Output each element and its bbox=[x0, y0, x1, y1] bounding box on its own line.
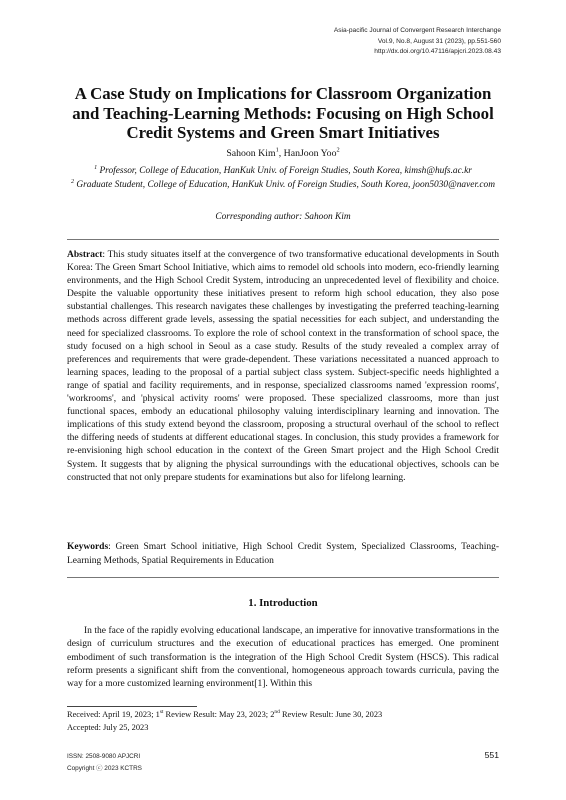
abstract-top-rule bbox=[67, 239, 499, 240]
affiliation-2 bbox=[60, 178, 506, 192]
author-separator: , bbox=[278, 148, 284, 159]
abstract-text: : This study situates itself at the convergence of two transformative educational developments in South Korea: The Green Smart School Initiative, which aims to remodel old schools into modern, eco-friendly learning environments, and the High School Credit System, introducing an unprecedented level of flexibility and choice. Despite the valuable opportunity these initiatives present to reform high school education, they also pose substantial challenges. This research navigates these challenges by investigating the preferred teaching-learning methods across different grade levels, assessing the spatial necessities for each subject, and understanding the need for specialized classrooms. To explore the role of school context in the transformation of school space, the study focused on a high school in Seoul as a case study. Results of the study revealed a complex array of preferences and requirements that were grade-dependent. These variations necessitated a nuanced approach to learning spaces, leading to the proposal of a partial subject class system. Subject-specific needs highlighted a range of spatial and facility requirements, and in response, specialized classrooms named 'expression rooms', 'workrooms', and 'physical activity rooms' were proposed. These specialized classrooms, more than just functional spaces, embody an educational philosophy valuing interdisciplinary learning and innovation. The implications of this study extend beyond the classroom, proposing a structural overhaul of the school to reflect the differing needs of students at different educational stages. In conclusion, this study provides a framework for re-envisioning high school education in the context of the Green Smart project and the High School Credit System. It suggests that by aligning the physical surroundings with the educational objectives, schools can be constructed that not only prepare students for examinations but also for lifelong learning. bbox=[67, 250, 499, 483]
title-line-1: A Case Study on Implications for Classroom Organization bbox=[74, 84, 492, 103]
author-2-name: HanJoon Yoo bbox=[283, 148, 337, 159]
journal-doi: http://dx.doi.org/10.47116/apjcri.2023.08.43 bbox=[374, 48, 501, 55]
affiliation-2-text: Graduate Student, College of Education, HanKuk Univ. of Foreign Studies, South Korea, joon5030@naver.com bbox=[74, 180, 496, 190]
issn-line: ISSN: 2508-9080 APJCRI bbox=[67, 753, 141, 760]
section-heading: 1. Introduction bbox=[248, 597, 318, 609]
page-number: 551 bbox=[484, 750, 499, 760]
author-1-name: Sahoon Kim bbox=[226, 148, 276, 159]
review-1-ordinal: st bbox=[159, 709, 164, 716]
abstract-label: Abstract bbox=[67, 250, 103, 260]
author-1-marker: 1 bbox=[275, 146, 279, 154]
journal-header bbox=[334, 26, 501, 58]
paper-title bbox=[60, 84, 506, 143]
review-2-text: Review Result: June 30, 2023 bbox=[279, 710, 383, 719]
title-line-2: and Teaching-Learning Methods: Focusing on High School bbox=[72, 103, 494, 123]
corresponding-author: Corresponding author: Sahoon Kim bbox=[215, 212, 351, 222]
author-list bbox=[60, 148, 506, 159]
abstract bbox=[67, 249, 499, 485]
journal-name: Asia-pacific Journal of Convergent Research Interchange bbox=[333, 27, 501, 34]
affiliation-1-marker: 1 bbox=[94, 164, 98, 171]
copyright-line: Copyright ⓒ 2023 KCTRS bbox=[67, 765, 142, 772]
review-1-text: Review Result: May 23, 2023; 2 bbox=[163, 710, 275, 719]
affiliation-1-text: Professor, College of Education, HanKuk Univ. of Foreign Studies, South Korea, kimsh@hufs.ac.kr bbox=[97, 166, 472, 176]
journal-volume: Vol.9, No.8, August 31 (2023), pp.551-560 bbox=[377, 37, 501, 45]
footnote-received bbox=[67, 710, 499, 719]
keywords bbox=[67, 541, 499, 568]
keywords-text: : Green Smart School initiative, High School Credit System, Specialized Classrooms, Teaching-Learning Methods, Spatial Requirements in Education bbox=[67, 542, 499, 566]
abstract-bottom-rule bbox=[67, 577, 499, 578]
affiliation-1 bbox=[60, 164, 506, 178]
footer-info bbox=[67, 751, 142, 775]
author-2-marker: 2 bbox=[336, 146, 340, 154]
footnote-accepted: Accepted: July 25, 2023 bbox=[67, 723, 149, 732]
intro-paragraph: In the face of the rapidly evolving educational landscape, an imperative for innovative transformations in the design of curriculum structures and the execution of educational practices has emerged. One prominent embodiment of such transformation is the integration of the High School Credit System (HSCS). This radical reform presents a significant shift from the conventional, homogeneous approach towards curricula, paving the way for a more customized learning environment[1]. Within this bbox=[67, 626, 499, 690]
footnote-rule bbox=[67, 706, 197, 707]
keywords-label: Keywords bbox=[67, 542, 109, 552]
received-text: Received: April 19, 2023; 1 bbox=[67, 710, 160, 719]
title-line-3: Credit Systems and Green Smart Initiatives bbox=[126, 123, 440, 142]
review-2-ordinal: nd bbox=[274, 709, 280, 716]
affiliation-2-marker: 2 bbox=[70, 178, 75, 185]
